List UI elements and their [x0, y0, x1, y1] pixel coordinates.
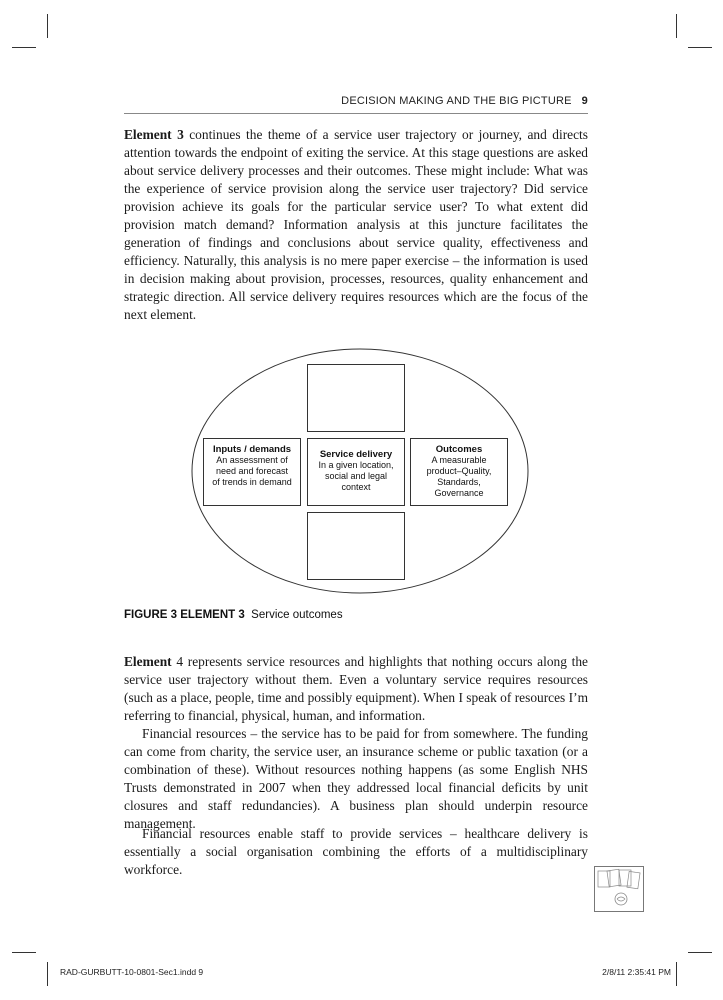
paragraph-financial-staff: [124, 825, 588, 879]
page-number: 9: [581, 95, 588, 107]
outcomes-title: Outcomes: [435, 444, 483, 455]
running-head: [341, 95, 588, 107]
inputs-demands-text: An assessment of need and forecast of trends in demand: [212, 455, 292, 487]
figure-label: FIGURE 3 ELEMENT 3: [124, 609, 245, 621]
figure-title: Service outcomes: [251, 609, 343, 621]
paragraph-financial-resources: [124, 725, 588, 833]
inputs-demands-box: [203, 438, 301, 506]
paragraph-text: 4 represents service resources and highlights that nothing occurs along the service user trajectory without them. Even a voluntary service requires resources (such as a place, people, time and possibly equipment). When I speak of resources I’m referring to financial, physical, human, and information.: [124, 654, 588, 723]
paragraph-element-4: [124, 653, 588, 725]
service-delivery-box: [307, 438, 405, 506]
paragraph-lead: Element 3: [124, 127, 184, 142]
running-head-title: DECISION MAKING AND THE BIG PICTURE: [341, 95, 572, 107]
element-3-diagram: [190, 347, 530, 595]
paragraph-text: Financial resources enable staff to provide services – healthcare delivery is essentially a social organisation combining the efforts of a multidisciplinary workforce.: [124, 826, 588, 877]
paragraph-element-3: [124, 126, 588, 324]
top-empty-box: [307, 364, 405, 432]
footer-filename: RAD-GURBUTT-10-0801-Sec1.indd 9: [60, 967, 204, 977]
running-head-rule: [124, 113, 588, 114]
paragraph-text: Financial resources – the service has to be paid for from somewhere. The funding can come from charity, the service user, an insurance scheme or public taxation (or a combination of these). Without resources nothing happens (as some English NHS Trusts demonstrated in 2007 when they addressed local financial deficits by unit closures and staff redundancies). A business plan should underpin resource management.: [124, 726, 588, 831]
outcomes-box: [410, 438, 508, 506]
paragraph-text: continues the theme of a service user trajectory or journey, and directs attention towards the endpoint of exiting the service. At this stage questions are asked about service delivery processes and their outcomes. These might include: What was the experience of service provision along the service user trajectory? Did service provision achieve its goals for the particular service user? To what extent did provision match demand? Information analysis at this juncture facilitates the generation of findings and conclusions about service quality, effectiveness and efficiency. Naturally, this analysis is no mere paper exercise – the information is used in decision making about provision, processes, resources, quality enhancement and strategic direction. All service delivery requires resources which are the focus of the next element.: [124, 127, 588, 322]
crop-mark: [47, 14, 48, 38]
service-delivery-title: Service delivery: [319, 449, 393, 460]
crop-mark: [688, 952, 712, 953]
footer-timestamp: 2/8/11 2:35:41 PM: [602, 967, 671, 977]
crop-mark: [688, 47, 712, 48]
bottom-empty-box: [307, 512, 405, 580]
publisher-logo-icon: [594, 866, 644, 912]
paragraph-lead: Element: [124, 654, 172, 669]
figure-caption: [124, 609, 343, 621]
crop-mark: [12, 47, 36, 48]
service-delivery-text: In a given location, social and legal context: [318, 460, 394, 492]
crop-mark: [676, 962, 677, 986]
crop-mark: [47, 962, 48, 986]
logo-graphic: [595, 867, 643, 911]
crop-mark: [676, 14, 677, 38]
outcomes-text: A measurable product–Quality, Standards, Governance: [426, 455, 492, 498]
inputs-demands-title: Inputs / demands: [212, 444, 292, 455]
crop-mark: [12, 952, 36, 953]
